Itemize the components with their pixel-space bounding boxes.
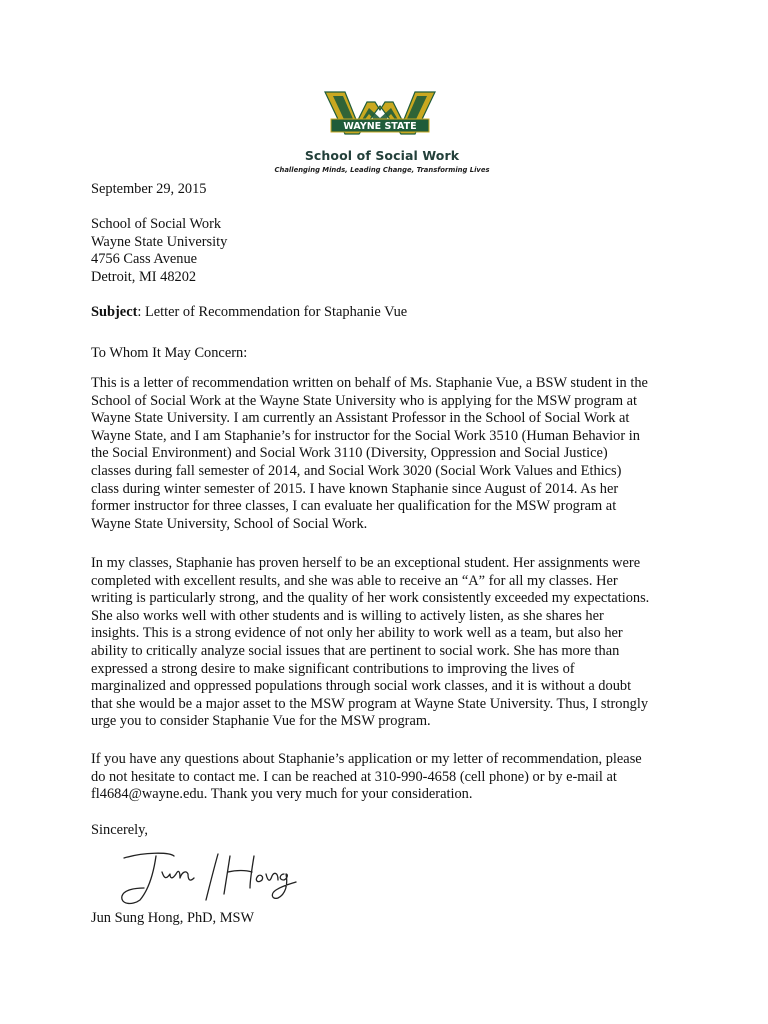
- text-line: former instructor for three classes, I can evaluate her qualification for the MSW program at: [91, 498, 617, 515]
- text-line: Wayne State University, School of Social Work.: [91, 515, 368, 532]
- text-line: urge you to consider Staphanie Vue for the MSW program.: [91, 713, 431, 730]
- text-line: This is a letter of recommendation written on behalf of Ms. Staphanie Vue, a BSW student in the: [91, 375, 648, 391]
- text-line: ability to critically analyze social issues that are pertinent to social work. She has more than: [91, 642, 620, 659]
- address-line: Detroit, MI 48202: [91, 268, 197, 285]
- text-line: completed with excellent results, and she was able to receive an “A” for all my classes. Her: [91, 572, 618, 589]
- text-line: She also works well with other students and is willing to actively listen, as she shares her: [91, 607, 604, 624]
- text-line: Wayne State, and I am Staphanie’s for instructor for the Social Work 3510 (Human Behavior in: [91, 427, 640, 444]
- text-line: class during winter semester of 2015. I have known Staphanie since August of 2014. As her: [91, 480, 619, 497]
- text-line: insights. This is a strong evidence of not only her ability to work well as a team, but also her: [91, 625, 623, 642]
- paragraph-2: [91, 555, 691, 731]
- text-line: writing is particularly strong, and the quality of her work consistently exceeded my expectations.: [91, 590, 650, 607]
- text-line: School of Social Work at the Wayne State University who is applying for the MSW program at: [91, 392, 638, 409]
- logo-wordmark: WAYNE STATE: [343, 121, 417, 132]
- text-line: If you have any questions about Staphanie’s application or my letter of recommendation, please: [91, 751, 642, 767]
- letter-date: September 29, 2015: [91, 181, 207, 197]
- address-line: Wayne State University: [91, 233, 228, 250]
- text-line: Wayne State University. I am currently an Assistant Professor in the School of Social Work at: [91, 410, 630, 427]
- text-line: the Social Environment) and Social Work 3110 (Diversity, Oppression and Social Justice): [91, 445, 608, 462]
- salutation: To Whom It May Concern:: [91, 345, 248, 361]
- subject-text: : Letter of Recommendation for Staphanie Vue: [137, 304, 408, 320]
- address-line: School of Social Work: [91, 216, 222, 232]
- paragraph-1: [91, 375, 691, 533]
- letterhead: [228, 88, 536, 178]
- text-line: fl4684@wayne.edu. Thank you very much for your consideration.: [91, 786, 473, 803]
- text-line: marginalized and oppressed populations through social work classes, and it is without a doubt: [91, 678, 632, 695]
- recipient-address: [91, 216, 691, 286]
- closing: Sincerely,: [91, 822, 149, 838]
- text-line: that she would be a major asset to the MSW program at Wayne State University. Thus, I strongly: [91, 695, 649, 712]
- paragraph-3: [91, 751, 691, 804]
- text-line: In my classes, Staphanie has proven herself to be an exceptional student. Her assignments were: [91, 555, 641, 571]
- tagline: Challenging Minds, Leading Change, Transforming Lives: [274, 166, 490, 174]
- text-line: do not hesitate to contact me. I can be reached at 310-990-4658 (cell phone) or by e-mail at: [91, 768, 617, 785]
- subject-line: [91, 304, 691, 322]
- subject-label: Subject: [91, 304, 138, 320]
- handwritten-signature: [114, 848, 300, 908]
- school-name: School of Social Work: [304, 148, 460, 163]
- wayne-state-logo: [323, 88, 437, 142]
- text-line: classes during fall semester of 2014, and Social Work 3020 (Social Work Values and Ethics): [91, 462, 622, 479]
- signer-name: Jun Sung Hong, PhD, MSW: [91, 910, 255, 926]
- text-line: expressed a strong desire to make significant contributions to improving the lives of: [91, 660, 575, 677]
- address-line: 4756 Cass Avenue: [91, 251, 198, 268]
